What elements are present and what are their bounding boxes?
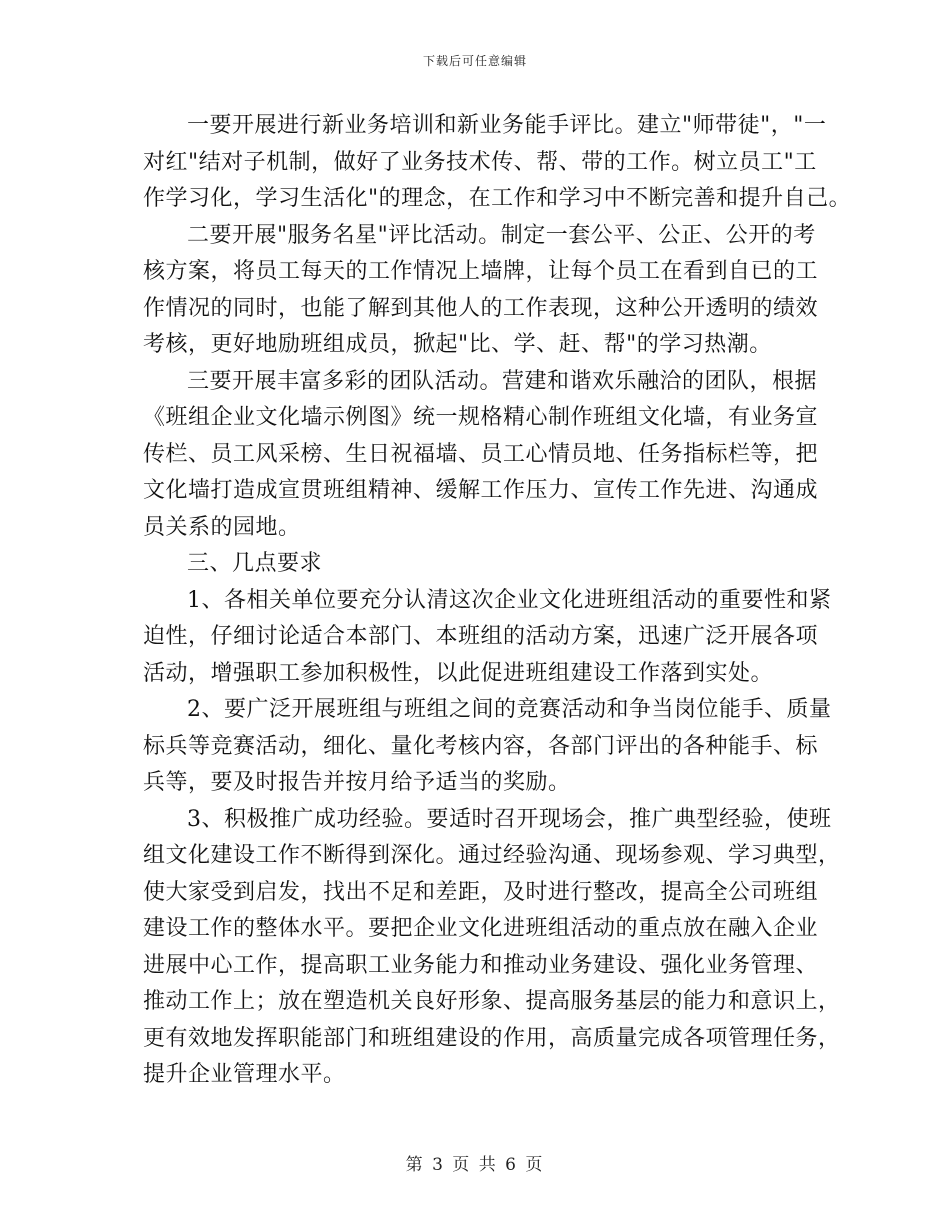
body-line: 标兵等竞赛活动，细化、量化考核内容，各部门评出的各种能手、标: [143, 733, 819, 759]
body-line: 一要开展进行新业务培训和新业务能手评比。建立"师带徒"，"一: [187, 113, 827, 138]
page-number: 第 3 页 共 6 页: [405, 1155, 545, 1175]
body-line: 推动工作上；放在塑造机关良好形象、提高服务基层的能力和意识上，: [143, 989, 841, 1014]
page-header: 下载后可任意编辑: [422, 54, 527, 68]
document-body: [143, 108, 852, 1094]
body-line: 作学习化，学习生活化"的理念，在工作和学习中不断完善和提升自己。: [143, 186, 852, 211]
body-line: 使大家受到启发，找出不足和差距，及时进行整改，提高全公司班组: [143, 879, 819, 905]
body-line: 兵等，要及时报告并按月给予适当的奖励。: [143, 770, 571, 795]
body-line: 三要开展丰富多彩的团队活动。营建和谐欢乐融洽的团队，根据: [187, 368, 818, 394]
body-line: 传栏、员工风采榜、生日祝福墙、员工心情员地、任务指标栏等，把: [143, 441, 819, 467]
body-line: 迫性，仔细讨论适合本部门、本班组的活动方案，迅速广泛开展各项: [143, 624, 819, 649]
body-line: 2、要广泛开展班组与班组之间的竞赛活动和争当岗位能手、质量: [187, 697, 832, 722]
body-line: 对红"结对子机制，做好了业务技术传、帮、带的工作。树立员工"工: [143, 149, 817, 175]
body-line: 文化墙打造成宣贯班组精神、缓解工作压力、宣传工作先进、沟通成: [143, 478, 819, 503]
body-line: 提升企业管理水平。: [143, 1062, 346, 1087]
body-line: 活动，增强职工参加积极性，以此促进班组建设工作落到实处。: [143, 660, 774, 686]
body-line: 组文化建设工作不断得到深化。通过经验沟通、现场参观、学习典型，: [143, 843, 841, 868]
body-line: 员关系的园地。: [143, 514, 301, 540]
body-line: 3、积极推广成功经验。要适时召开现场会，推广典型经验，使班: [187, 806, 832, 832]
body-line: 核方案，将员工每天的工作情况上墙牌，让每个员工在看到自已的工: [143, 259, 819, 284]
section-heading: 三、几点要求: [187, 551, 323, 576]
body-line: 1、各相关单位要充分认清这次企业文化进班组活动的重要性和紧: [187, 587, 832, 613]
body-line: 考核，更好地励班组成员，掀起"比、学、赶、帮"的学习热潮。: [143, 332, 772, 357]
body-line: 建设工作的整体水平。要把企业文化进班组活动的重点放在融入企业: [143, 916, 819, 941]
body-line: 二要开展"服务名星"评比活动。制定一套公平、公正、公开的考: [187, 222, 816, 248]
body-line: 《班组企业文化墙示例图》统一规格精心制作班组文化墙，有业务宣: [143, 405, 819, 430]
body-line: 更有效地发挥职能部门和班组建设的作用，高质量完成各项管理任务，: [143, 1025, 841, 1051]
body-line: 进展中心工作，提高职工业务能力和推动业务建设、强化业务管理、: [143, 952, 819, 978]
body-line: 作情况的同时，也能了解到其他人的工作表现，这种公开透明的绩效: [143, 295, 819, 321]
